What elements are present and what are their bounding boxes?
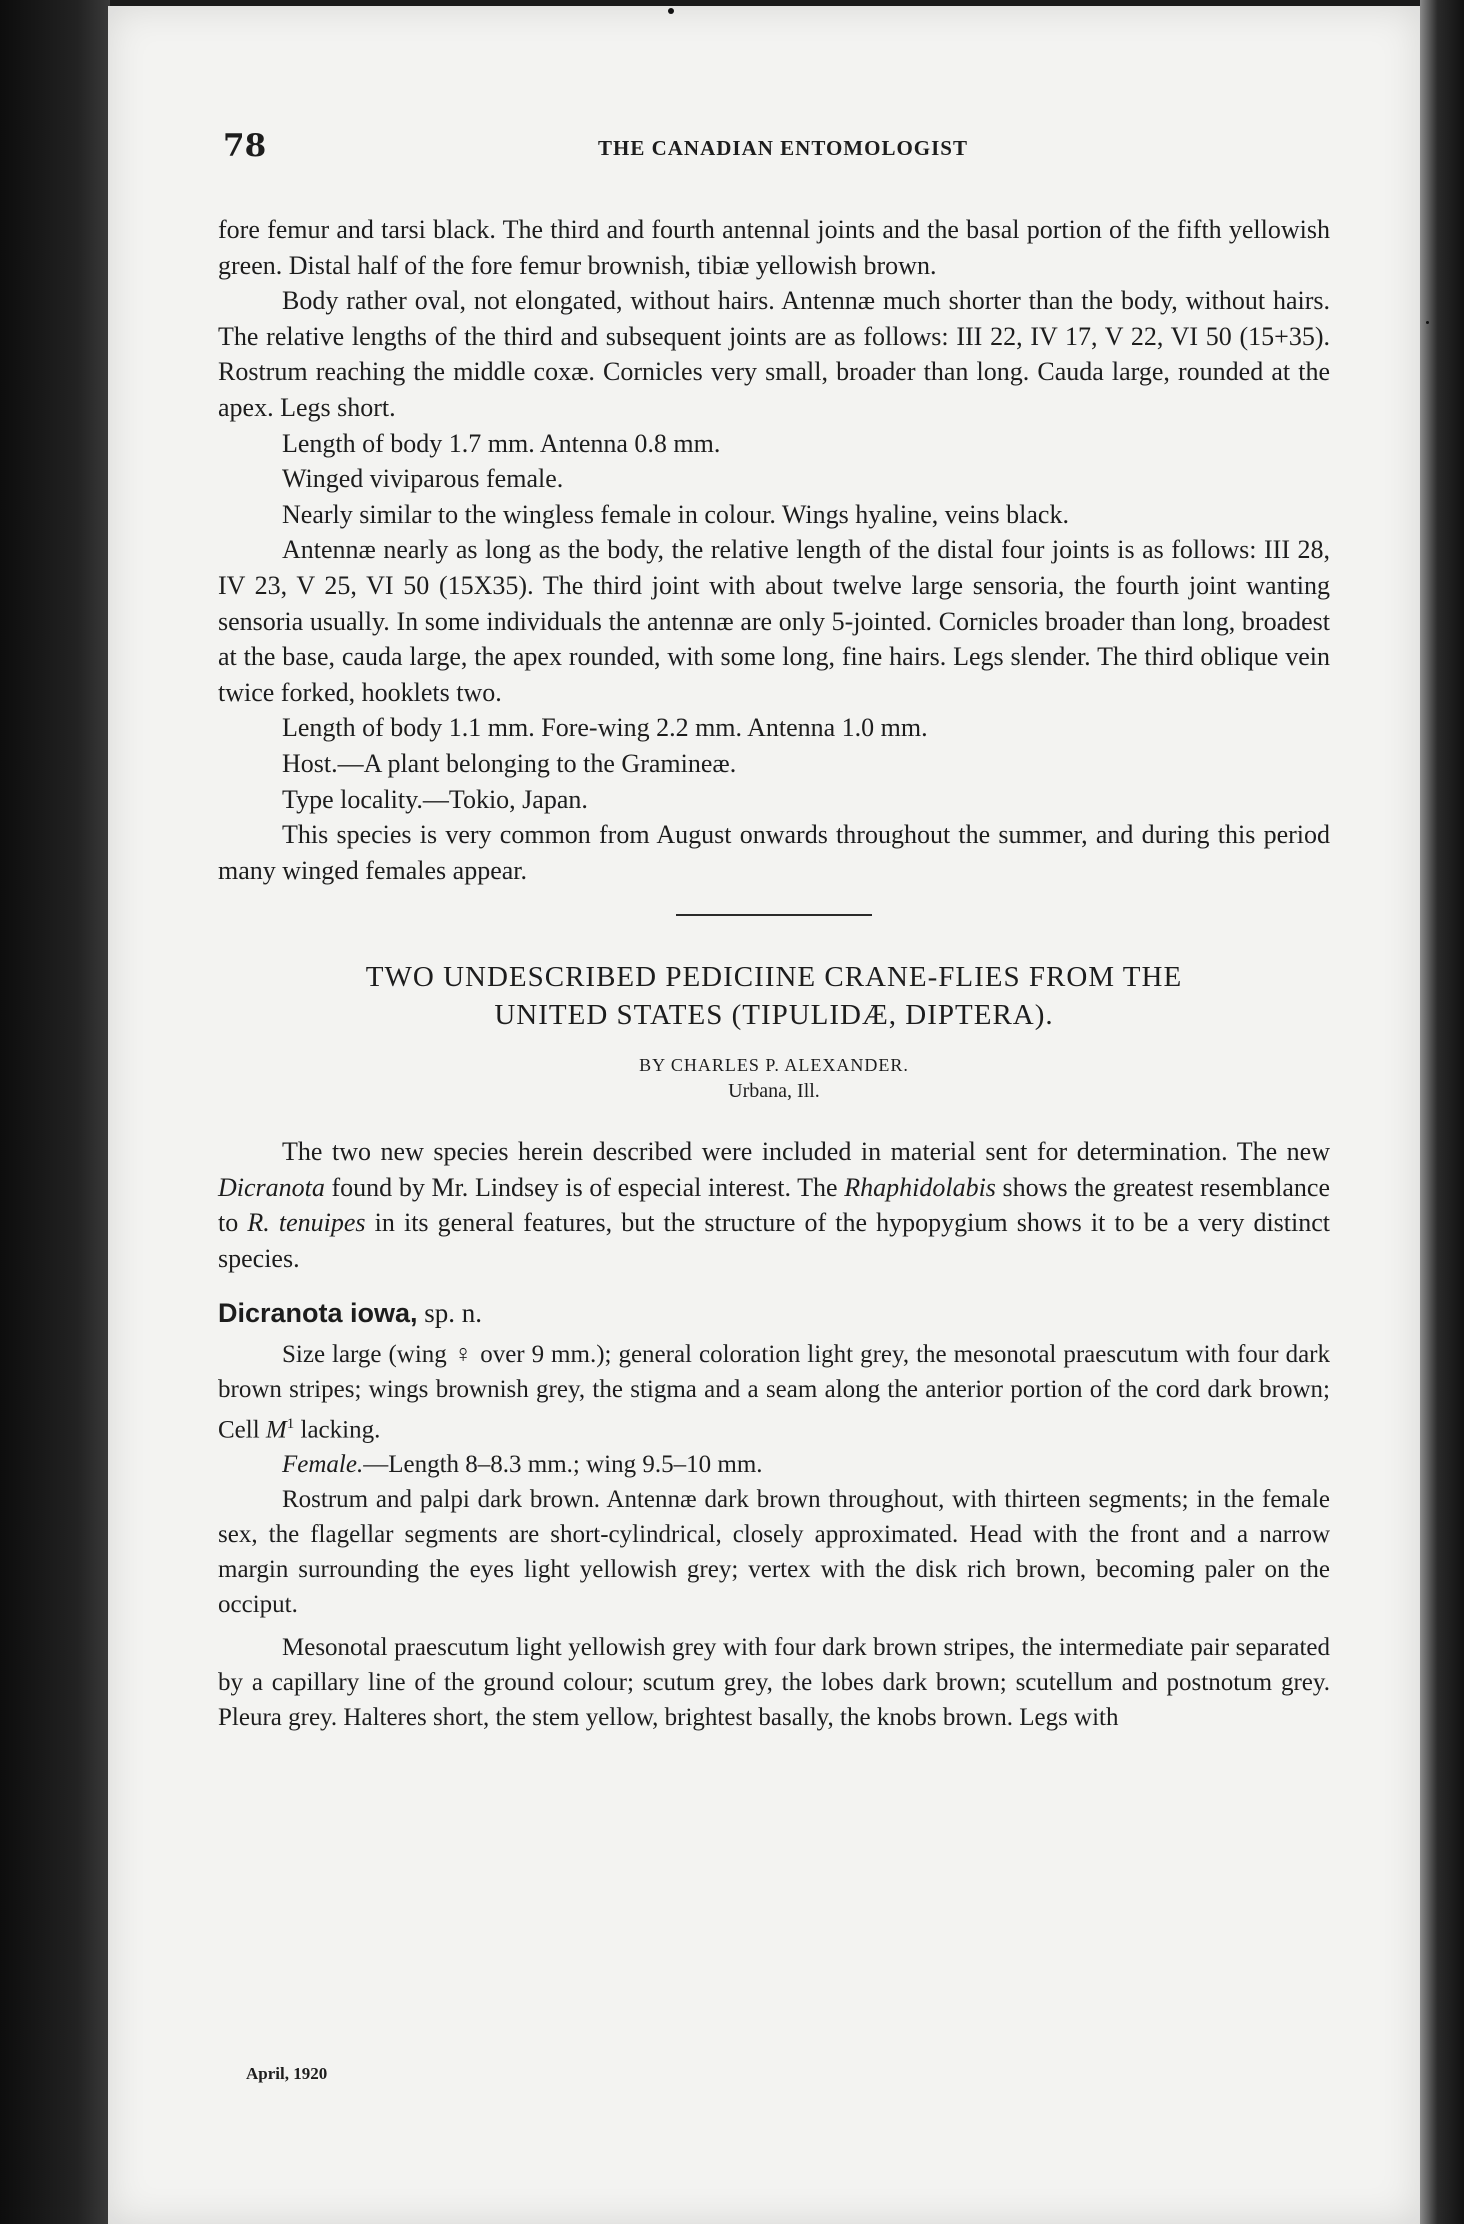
article-affiliation: Urbana, Ill. [728,1080,820,1103]
thorax-description: Mesonotal praescutum light yellowish grey with four dark brown stripes, the intermediate pair separated by a capillary line of the ground colour; scutum grey, the lobes dark brown; scutellum and postnotum grey. Pleura grey. Halteres short, the stem yellow, brightest basally, the knobs brown. Legs with [218,1633,1330,1731]
text-run: shows the greatest resemblance to [218,1172,1330,1238]
species-suffix: sp. n. [417,1297,483,1328]
species-description [218,1337,1330,1735]
journal-page [108,6,1420,2224]
species-title: Dicranota iowa, [218,1297,418,1328]
issue-date: April, 1920 [246,2064,328,2083]
text-run: Size large (wing ♀ over 9 mm.); general coloration light grey, the mesonotal praescutum with four dark brown stripes; wings brownish grey, the stigma and a seam along the anterior portion of the cord dark brown; Cell [218,1340,1330,1443]
text-run: —Length 8–8.3 mm.; wing 9.5–10 mm. [363,1450,763,1478]
cell-superscript: 1 [286,1415,295,1432]
scan-speck [668,8,674,14]
page-header [223,128,1343,168]
section-divider [676,914,872,916]
scan-speck [1426,321,1429,324]
paragraph: Body rather oval, not elongated, without hairs. Antennæ much shorter than the body, without hairs. The relative lengths of the third and subsequent joints are as follows: III 22, IV 17, V 22, VI 50 (15+35). Rostrum reaching the middle coxæ. Cornicles very small, broader than long. Cauda large, rounded at the apex. Legs short. [218,286,1330,422]
article [218,958,1330,1735]
page-number: 78 [223,128,267,164]
paragraph: Type locality.—Tokio, Japan. [282,784,588,814]
species-heading [218,1295,1330,1331]
previous-article-continuation [218,212,1330,888]
article-byline: BY CHARLES P. ALEXANDER. [639,1055,909,1076]
female-label: Female. [282,1450,364,1478]
article-title-line: TWO UNDESCRIBED PEDICIINE CRANE-FLIES FROM THE [365,961,1183,994]
paragraph: Winged viviparous female. [282,464,564,494]
scan-border-left [0,0,110,2224]
text-run: in its general features, but the structure of the hypopygium shows it to be a very distinct species. [218,1208,1331,1274]
paragraph: Length of body 1.1 mm. Fore-wing 2.2 mm. Antenna 1.0 mm. [282,713,928,743]
paragraph: Antennæ nearly as long as the body, the relative length of the distal four joints is as follows: III 28, IV 23, V 25, VI 50 (15X35). The third joint with about twelve large sensoria, the fourth joint wanting sensoria usually. In some individuals the antennæ are only 5-jointed. Cornicles broader than long, broadest at the base, cauda large, the apex rounded, with some long, fine hairs. Legs slender. The third oblique vein twice forked, hooklets two. [218,535,1330,707]
article-title-line: UNITED STATES (TIPULIDÆ, DIPTERA). [494,999,1054,1032]
paragraph: Length of body 1.7 mm. Antenna 0.8 mm. [282,428,721,458]
genus-name: Rhaphidolabis [844,1172,996,1202]
text-run: found by Mr. Lindsey is of especial interest. The [324,1172,845,1202]
scan-border-right [1420,0,1464,2224]
page-body [218,212,1330,1735]
cell-label: M [265,1415,287,1443]
paragraph: Host.—A plant belonging to the Gramineæ. [282,748,737,778]
species-name: R. tenuipes [247,1208,366,1238]
article-intro [218,1134,1330,1276]
text-run: The two new species herein described were included in material sent for determination. The new [282,1137,1330,1167]
paragraph: fore femur and tarsi black. The third and fourth antennal joints and the basal portion of the fifth yellowish green. Distal half of the fore femur brownish, tibiæ yellowish brown. [218,215,1330,280]
head-description: Rostrum and palpi dark brown. Antennæ dark brown throughout, with thirteen segments; in the female sex, the flagellar segments are short-cylindrical, closely approximated. Head with the front and a narrow margin surrounding the eyes light yellowish grey; vertex with the disk rich brown, becoming paler on the occiput. [218,1485,1330,1618]
paragraph: This species is very common from August onwards throughout the summer, and during this period many winged females appear. [218,820,1330,885]
diagnosis [218,1337,1330,1447]
female-measurements [218,1447,1330,1482]
article-title [218,958,1330,1034]
text-run: lacking. [294,1415,381,1443]
paragraph: Nearly similar to the wingless female in colour. Wings hyaline, veins black. [282,499,1069,529]
running-head: THE CANADIAN ENTOMOLOGIST [597,136,968,160]
genus-name: Dicranota [218,1172,325,1202]
